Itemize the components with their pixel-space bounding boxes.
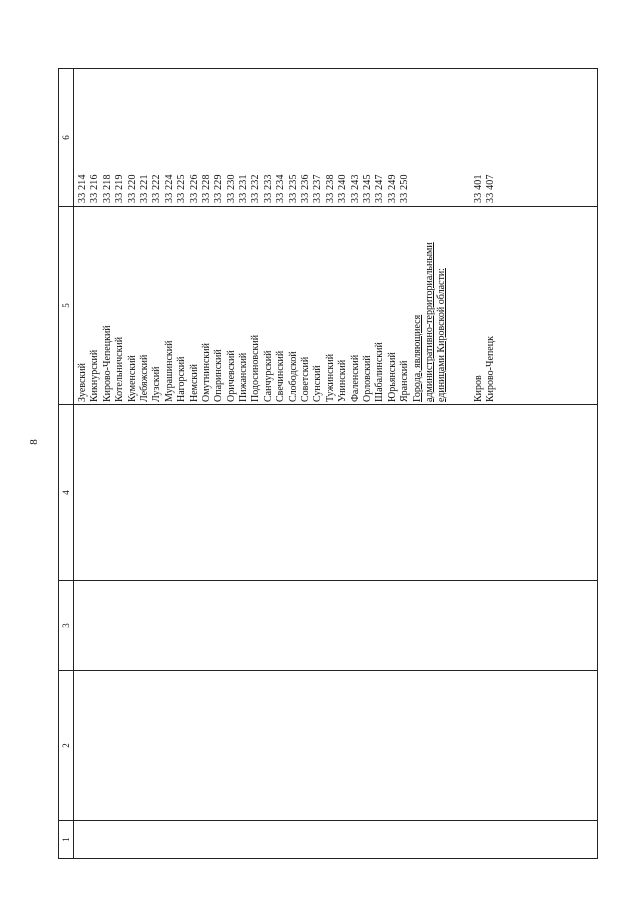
district-code: 33 250 bbox=[399, 174, 411, 203]
codes-cell bbox=[74, 69, 598, 207]
district-name: Тужинский bbox=[324, 353, 336, 402]
code-spacer bbox=[412, 71, 424, 204]
district-code: 33 229 bbox=[213, 174, 225, 203]
column-header-3: 3 bbox=[59, 581, 74, 671]
district-name: Кикнурский bbox=[89, 349, 101, 402]
page-number: 8 bbox=[28, 439, 40, 445]
column-number-row bbox=[59, 69, 74, 859]
district-name: Кирово-Чепецкий bbox=[101, 325, 113, 402]
district-code: 33 222 bbox=[151, 174, 163, 203]
code-spacer bbox=[424, 71, 436, 204]
district-name: Котельничский bbox=[114, 336, 126, 402]
district-name: Пижанский bbox=[238, 352, 250, 402]
district-name: Немский bbox=[188, 364, 200, 402]
table-body-row bbox=[74, 69, 598, 859]
names-cell bbox=[74, 207, 598, 405]
district-name: Сунский bbox=[312, 365, 324, 402]
column-3-cell bbox=[74, 581, 598, 671]
city-code: 33 401 bbox=[472, 174, 484, 203]
section-heading-line: единицами Кировской области: bbox=[436, 268, 448, 402]
column-header-1: 1 bbox=[59, 821, 74, 859]
district-code: 33 218 bbox=[101, 174, 113, 203]
column-header-5: 5 bbox=[59, 207, 74, 405]
district-code: 33 220 bbox=[126, 174, 138, 203]
district-name: Зуевский bbox=[77, 363, 88, 402]
district-code: 33 231 bbox=[238, 174, 250, 203]
district-name: Фаленский bbox=[349, 354, 361, 402]
district-code: 33 228 bbox=[200, 174, 212, 203]
district-name: Мурашинский bbox=[163, 340, 175, 402]
district-name: Опаринский bbox=[213, 349, 225, 402]
district-code: 33 235 bbox=[287, 174, 299, 203]
district-code: 33 249 bbox=[386, 174, 398, 203]
district-code: 33 219 bbox=[114, 174, 126, 203]
district-code: 33 238 bbox=[324, 174, 336, 203]
district-name: Яранский bbox=[399, 360, 411, 402]
district-name: Нагорский bbox=[176, 356, 188, 402]
column-4-cell bbox=[74, 405, 598, 581]
section-heading-line: Города, являющиеся bbox=[411, 314, 423, 402]
district-name: Омутнинский bbox=[200, 343, 212, 402]
district-code: 33 240 bbox=[337, 174, 349, 203]
classifier-table bbox=[58, 68, 598, 859]
district-name: Лебяжский bbox=[138, 354, 150, 402]
district-name: Санчурский bbox=[262, 350, 274, 402]
names-list bbox=[77, 209, 498, 402]
district-name: Подосиновский bbox=[250, 334, 262, 402]
district-name: Шабалинский bbox=[374, 342, 386, 402]
code-spacer bbox=[436, 71, 448, 204]
district-code: 33 234 bbox=[275, 174, 287, 203]
column-header-2: 2 bbox=[59, 671, 74, 821]
rotated-page bbox=[58, 69, 598, 859]
column-2-cell bbox=[74, 671, 598, 821]
district-code: 33 243 bbox=[349, 174, 361, 203]
district-name: Куменский bbox=[126, 355, 138, 402]
district-code: 33 236 bbox=[300, 174, 312, 203]
district-code: 33 233 bbox=[262, 174, 274, 203]
district-name: Оричевский bbox=[225, 350, 237, 402]
district-code: 33 224 bbox=[163, 174, 175, 203]
district-name: Свечинский bbox=[275, 350, 287, 402]
city-name: Кирово-Чепецк bbox=[485, 336, 497, 402]
district-code: 33 232 bbox=[250, 174, 262, 203]
district-code: 33 247 bbox=[374, 174, 386, 203]
codes-list bbox=[77, 71, 498, 204]
city-name: Киров bbox=[472, 375, 484, 402]
district-code: 33 237 bbox=[312, 174, 324, 203]
list-gap bbox=[449, 71, 473, 204]
district-code: 33 214 bbox=[77, 174, 88, 203]
district-name: Орловский bbox=[361, 355, 373, 402]
district-code: 33 226 bbox=[188, 174, 200, 203]
city-code: 33 407 bbox=[485, 174, 497, 203]
district-code: 33 225 bbox=[176, 174, 188, 203]
column-header-4: 4 bbox=[59, 405, 74, 581]
section-heading-line: административно-территориальными bbox=[423, 242, 435, 402]
district-code: 33 245 bbox=[361, 174, 373, 203]
column-1-cell bbox=[74, 821, 598, 859]
district-name: Унинский bbox=[337, 359, 349, 402]
district-name: Юрьянский bbox=[386, 352, 398, 402]
column-header-6: 6 bbox=[59, 69, 74, 207]
district-code: 33 230 bbox=[225, 174, 237, 203]
district-code: 33 216 bbox=[89, 174, 101, 203]
list-gap bbox=[449, 209, 473, 402]
district-name: Лузский bbox=[151, 366, 163, 402]
district-name: Слободской bbox=[287, 351, 299, 402]
district-code: 33 221 bbox=[138, 174, 150, 203]
district-name: Советский bbox=[300, 356, 312, 402]
